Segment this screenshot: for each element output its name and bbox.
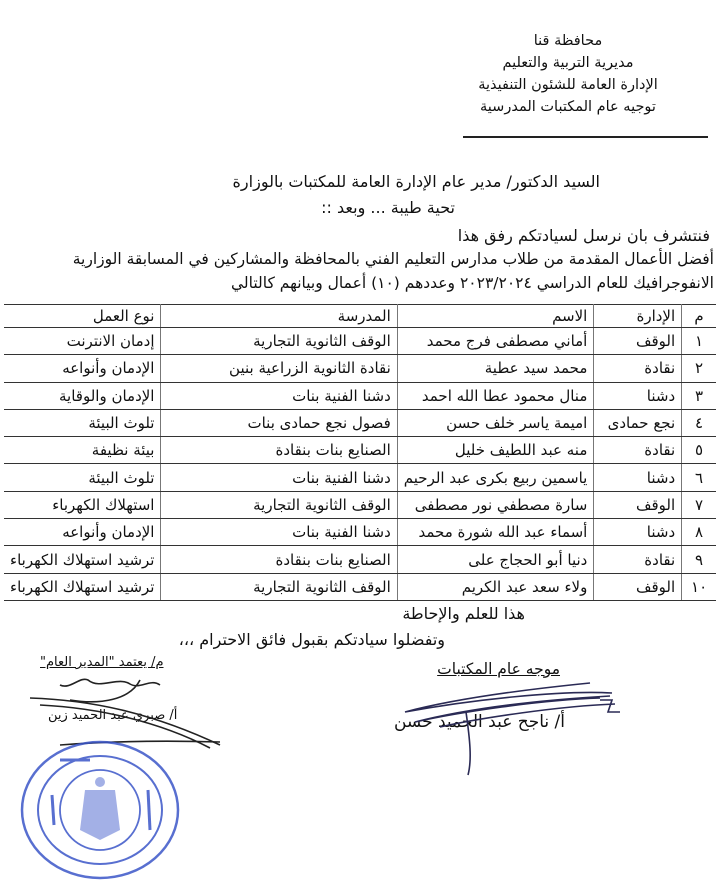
cell-num: ١ bbox=[682, 328, 716, 355]
intro-line-2: أفضل الأعمال المقدمة من طلاب مدارس التعليم الفني بالمحافظة والمشاركين في المسابقة الوزارية bbox=[72, 250, 714, 268]
closing-line-2: وتفضلوا سيادتكم بقبول فائق الاحترام ،،، bbox=[178, 630, 445, 649]
cell-administration: نقادة bbox=[594, 546, 682, 573]
cell-work-type: الإدمان وأنواعه bbox=[4, 519, 161, 546]
cell-administration: نجع حمادى bbox=[594, 409, 682, 436]
greeting: تحية طيبة ... وبعد :: bbox=[321, 198, 455, 217]
cell-num: ٥ bbox=[682, 437, 716, 464]
cell-administration: الوقف bbox=[594, 491, 682, 518]
header-administration: الإدارة bbox=[594, 305, 682, 328]
right-signature-scribble bbox=[405, 683, 620, 775]
cell-work-type: تلوث البيئة bbox=[4, 464, 161, 491]
cell-administration: نقادة bbox=[594, 437, 682, 464]
cell-administration: دشنا bbox=[594, 519, 682, 546]
cell-name: دنيا أبو الحجاج على bbox=[397, 546, 594, 573]
header-work-type: نوع العمل bbox=[4, 305, 161, 328]
addressee: السيد الدكتور/ مدير عام الإدارة العامة للمكتبات بالوزارة bbox=[232, 172, 600, 191]
letterhead-directorate: مديرية التربية والتعليم bbox=[502, 55, 634, 71]
cell-school: الوقف الثانوية التجارية bbox=[161, 491, 397, 518]
cell-num: ٤ bbox=[682, 409, 716, 436]
header-name: الاسم bbox=[397, 305, 594, 328]
header-num: م bbox=[682, 305, 716, 328]
cell-name: ياسمين ربيع بكرى عبد الرحيم bbox=[397, 464, 594, 491]
cell-work-type: ترشيد استهلاك الكهرباء bbox=[4, 546, 161, 573]
intro-line-3: الانفوجرافيك للعام الدراسي ٢٠٢٣/٢٠٢٤ وعددهم (١٠) أعمال وبيانهم كالتالي bbox=[230, 274, 714, 292]
cell-name: منال محمود عطا الله احمد bbox=[397, 382, 594, 409]
cell-work-type: إدمان الانترنت bbox=[4, 328, 161, 355]
signature-left-title: م/ يعتمد "المدير العام" bbox=[40, 655, 164, 670]
cell-num: ١٠ bbox=[682, 573, 716, 600]
cell-name: محمد سيد عطية bbox=[397, 355, 594, 382]
cell-name: منه عبد اللطيف خليل bbox=[397, 437, 594, 464]
cell-school: نقادة الثانوية الزراعية بنين bbox=[161, 355, 397, 382]
official-stamp bbox=[22, 742, 178, 878]
cell-school: دشنا الفنية بنات bbox=[161, 519, 397, 546]
cell-num: ٣ bbox=[682, 382, 716, 409]
signature-right-name: أ/ ناجح عبد الحميد حسن bbox=[393, 712, 565, 732]
cell-school: دشنا الفنية بنات bbox=[161, 382, 397, 409]
cell-work-type: الإدمان وأنواعه bbox=[4, 355, 161, 382]
header-school: المدرسة bbox=[161, 305, 397, 328]
intro-line-1: فنتشرف بان نرسل لسيادتكم رفق هذا bbox=[457, 226, 710, 245]
cell-administration: نقادة bbox=[594, 355, 682, 382]
signature-right-title: موجه عام المكتبات bbox=[437, 660, 560, 678]
cell-name: أماني مصطفى فرج محمد bbox=[397, 328, 594, 355]
cell-num: ٨ bbox=[682, 519, 716, 546]
cell-administration: الوقف bbox=[594, 328, 682, 355]
cell-school: الوقف الثانوية التجارية bbox=[161, 573, 397, 600]
letterhead-governorate: محافظة قنا bbox=[533, 33, 603, 49]
cell-work-type: بيئة نظيفة bbox=[4, 437, 161, 464]
eagle-emblem-icon bbox=[80, 777, 120, 840]
cell-school: فصول نجع حمادى بنات bbox=[161, 409, 397, 436]
cell-work-type: الإدمان والوقاية bbox=[4, 382, 161, 409]
cell-school: الصنايع بنات بنقادة bbox=[161, 437, 397, 464]
cell-num: ٧ bbox=[682, 491, 716, 518]
cell-num: ٢ bbox=[682, 355, 716, 382]
letterhead-administration: الإدارة العامة للشئون التنفيذية bbox=[478, 77, 658, 93]
cell-name: سارة مصطفي نور مصطفى bbox=[397, 491, 594, 518]
cell-work-type: استهلاك الكهرباء bbox=[4, 491, 161, 518]
left-signature-scribble bbox=[30, 679, 220, 748]
cell-num: ٦ bbox=[682, 464, 716, 491]
cell-administration: دشنا bbox=[594, 464, 682, 491]
cell-work-type: تلوث البيئة bbox=[4, 409, 161, 436]
cell-administration: دشنا bbox=[594, 382, 682, 409]
cell-work-type: ترشيد استهلاك الكهرباء bbox=[4, 573, 161, 600]
cell-school: الوقف الثانوية التجارية bbox=[161, 328, 397, 355]
signature-left-name: أ/ صبري عبد الحميد زين bbox=[48, 708, 178, 723]
letterhead-department: توجيه عام المكتبات المدرسية bbox=[480, 99, 656, 115]
cell-administration: الوقف bbox=[594, 573, 682, 600]
cell-name: ولاء سعد عبد الكريم bbox=[397, 573, 594, 600]
cell-num: ٩ bbox=[682, 546, 716, 573]
cell-school: دشنا الفنية بنات bbox=[161, 464, 397, 491]
closing-line-1: هذا للعلم والإحاطة bbox=[402, 604, 525, 623]
cell-name: أسماء عبد الله شورة محمد bbox=[397, 519, 594, 546]
cell-name: اميمة ياسر خلف حسن bbox=[397, 409, 594, 436]
cell-school: الصنايع بنات بنقادة bbox=[161, 546, 397, 573]
